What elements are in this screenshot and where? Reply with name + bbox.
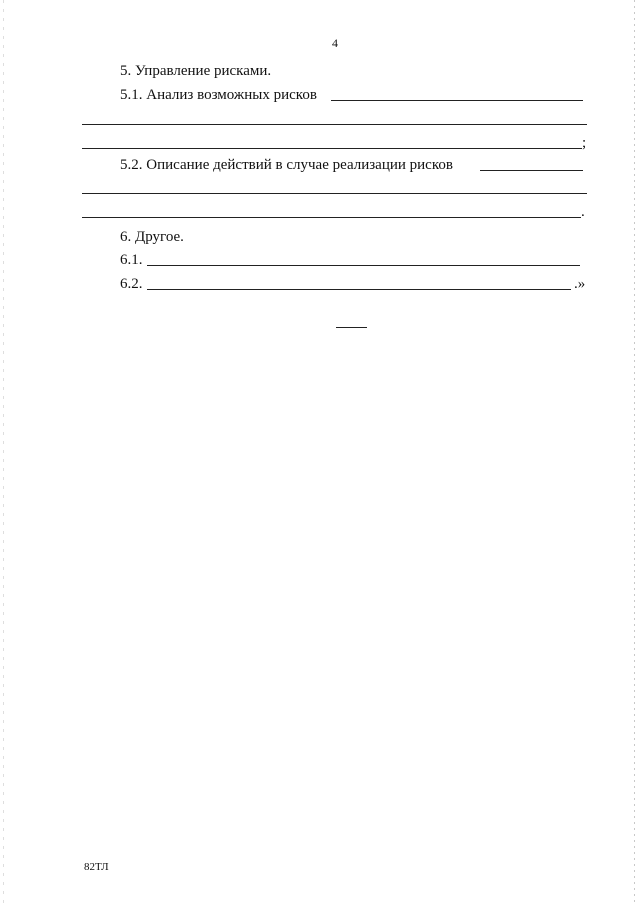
section-6-2-fill-line — [147, 289, 571, 290]
section-6-heading: 6. Другое. — [120, 229, 184, 245]
section-5-heading: 5. Управление рисками. — [120, 63, 272, 79]
section-5-1-blank-line-1 — [82, 124, 587, 125]
section-5-2-label: 5.2. Описание действий в случае реализации рисков — [120, 157, 453, 173]
section-5-2-fill-line — [480, 170, 583, 171]
section-5-1-fill-line — [331, 100, 583, 101]
section-5-1-label: 5.1. Анализ возможных рисков — [120, 87, 317, 103]
section-5-1-blank-line-2 — [82, 148, 582, 149]
section-6-2-closing-quote: .» — [574, 276, 586, 292]
page-number: 4 — [332, 36, 338, 50]
section-5-1-semicolon: ; — [582, 135, 587, 151]
section-5-2-period: . — [581, 204, 585, 220]
section-6-1-label: 6.1. — [120, 252, 143, 268]
scan-edge-right — [634, 0, 635, 905]
footer-code: 82ТЛ — [84, 861, 109, 873]
section-6-1-fill-line — [147, 265, 580, 266]
end-separator-line — [336, 327, 367, 328]
section-5-2-blank-line-2 — [82, 217, 581, 218]
section-6-2-label: 6.2. — [120, 276, 143, 292]
section-5-2-blank-line-1 — [82, 193, 587, 194]
scan-edge-left — [3, 0, 4, 905]
